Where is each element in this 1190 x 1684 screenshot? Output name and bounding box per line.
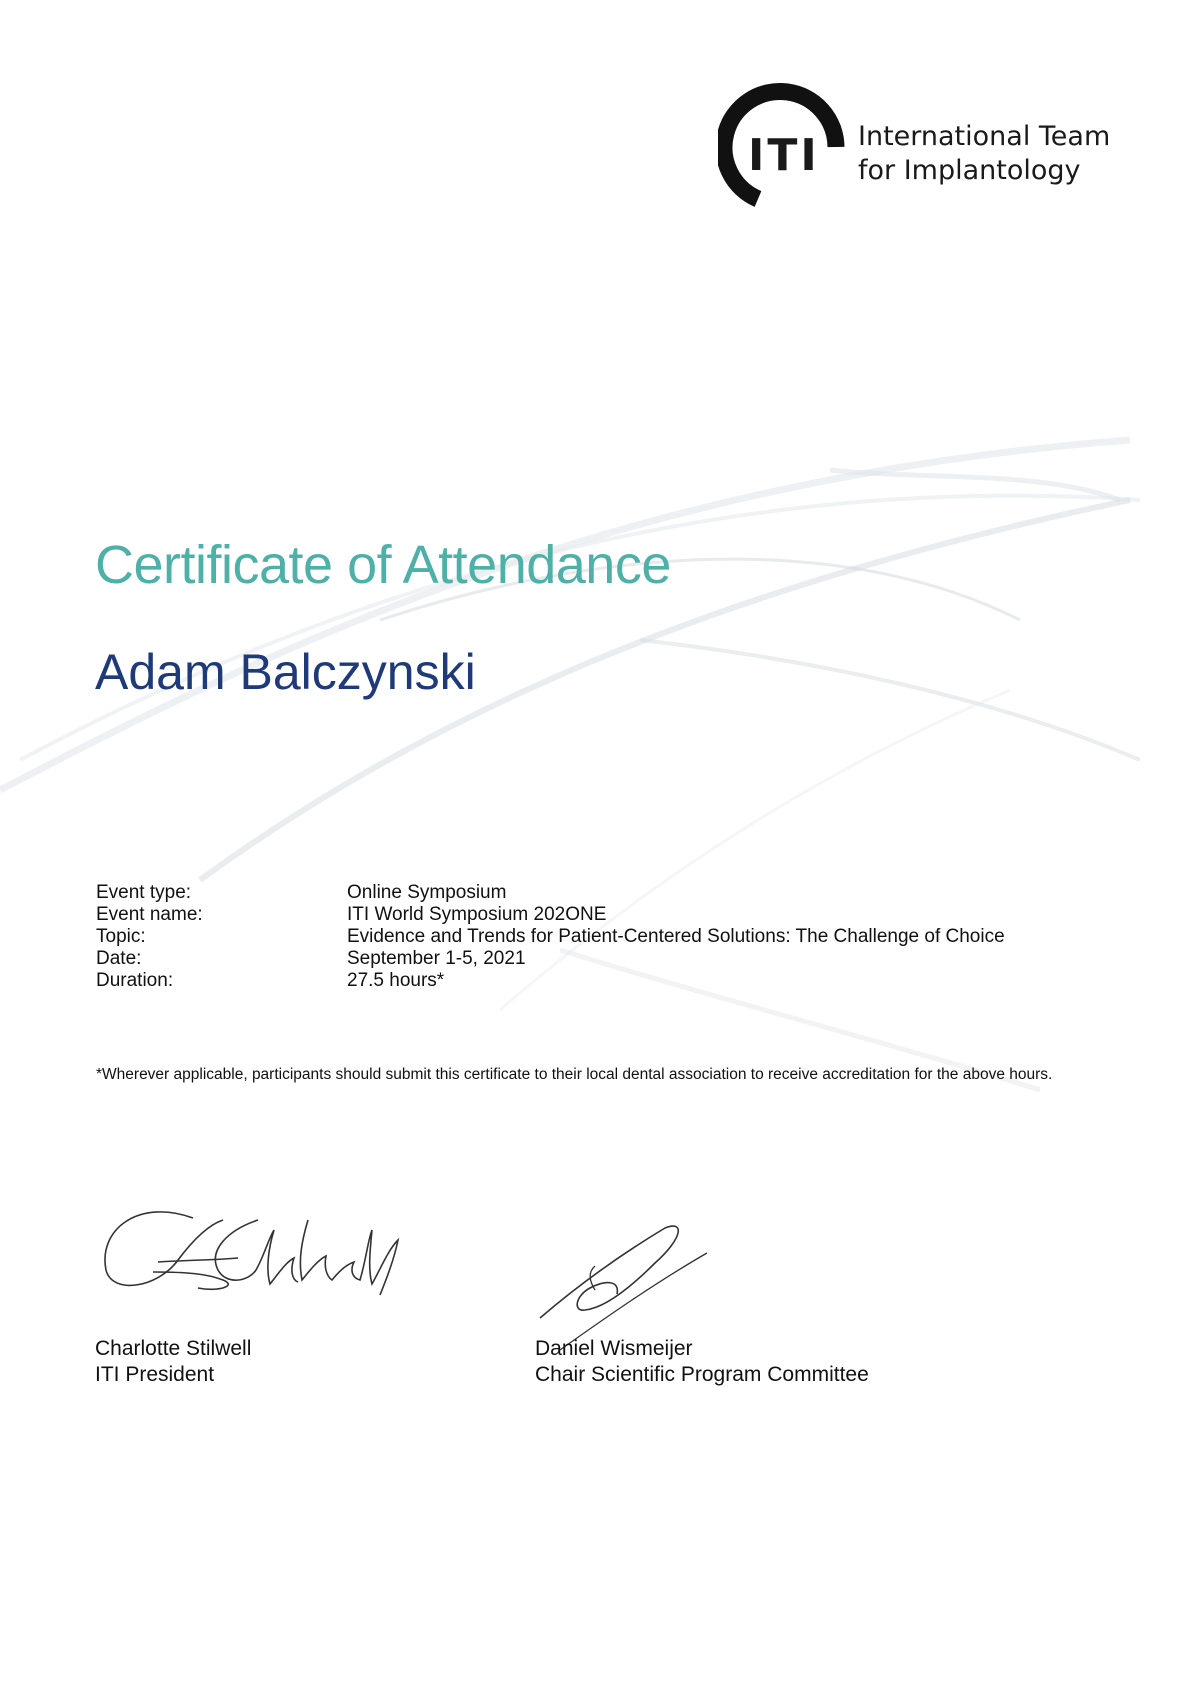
detail-value: September 1-5, 2021 (347, 948, 526, 969)
detail-value: Online Symposium (347, 882, 507, 903)
detail-value: 27.5 hours* (347, 970, 445, 991)
swoosh-line (830, 470, 1120, 500)
detail-row-date (96, 948, 1005, 970)
swoosh-line (0, 440, 1130, 790)
logo-organization-name (858, 120, 1110, 188)
signatory-left (95, 1336, 251, 1388)
detail-label: Event type: (96, 882, 192, 903)
detail-row-topic (96, 926, 1005, 948)
signatory-name: Charlotte Stilwell (95, 1337, 252, 1360)
signatory-role: Chair Scientific Program Committee (535, 1363, 869, 1386)
certificate-title: Certificate of Attendance (95, 535, 671, 595)
event-details (96, 882, 1005, 992)
logo-name-line-1: International Team (858, 121, 1111, 152)
iti-logo (718, 82, 1118, 212)
detail-row-duration (96, 970, 1005, 992)
signatory-role: ITI President (95, 1363, 215, 1386)
accreditation-footnote: *Wherever applicable, participants should submit this certificate to their local dental association to receive accreditation for the above hours. (96, 1066, 1053, 1083)
recipient-name: Adam Balczynski (95, 644, 476, 700)
detail-value: ITI World Symposium 202ONE (347, 904, 607, 925)
detail-row-event-type (96, 882, 1005, 904)
signatory-name: Daniel Wismeijer (535, 1337, 693, 1360)
logo-mark-text: ITI (748, 130, 820, 181)
detail-label: Duration: (96, 970, 174, 991)
detail-label: Date: (96, 948, 142, 969)
detail-value: Evidence and Trends for Patient-Centered Solutions: The Challenge of Choice (347, 926, 1005, 947)
logo-name-line-2: for Implantology (858, 155, 1081, 186)
signatory-right (535, 1336, 869, 1388)
detail-label: Event name: (96, 904, 203, 925)
signature-charlotte-stilwell (98, 1200, 408, 1310)
swoosh-line (640, 640, 1140, 760)
detail-label: Topic: (96, 926, 146, 947)
detail-row-event-name (96, 904, 1005, 926)
